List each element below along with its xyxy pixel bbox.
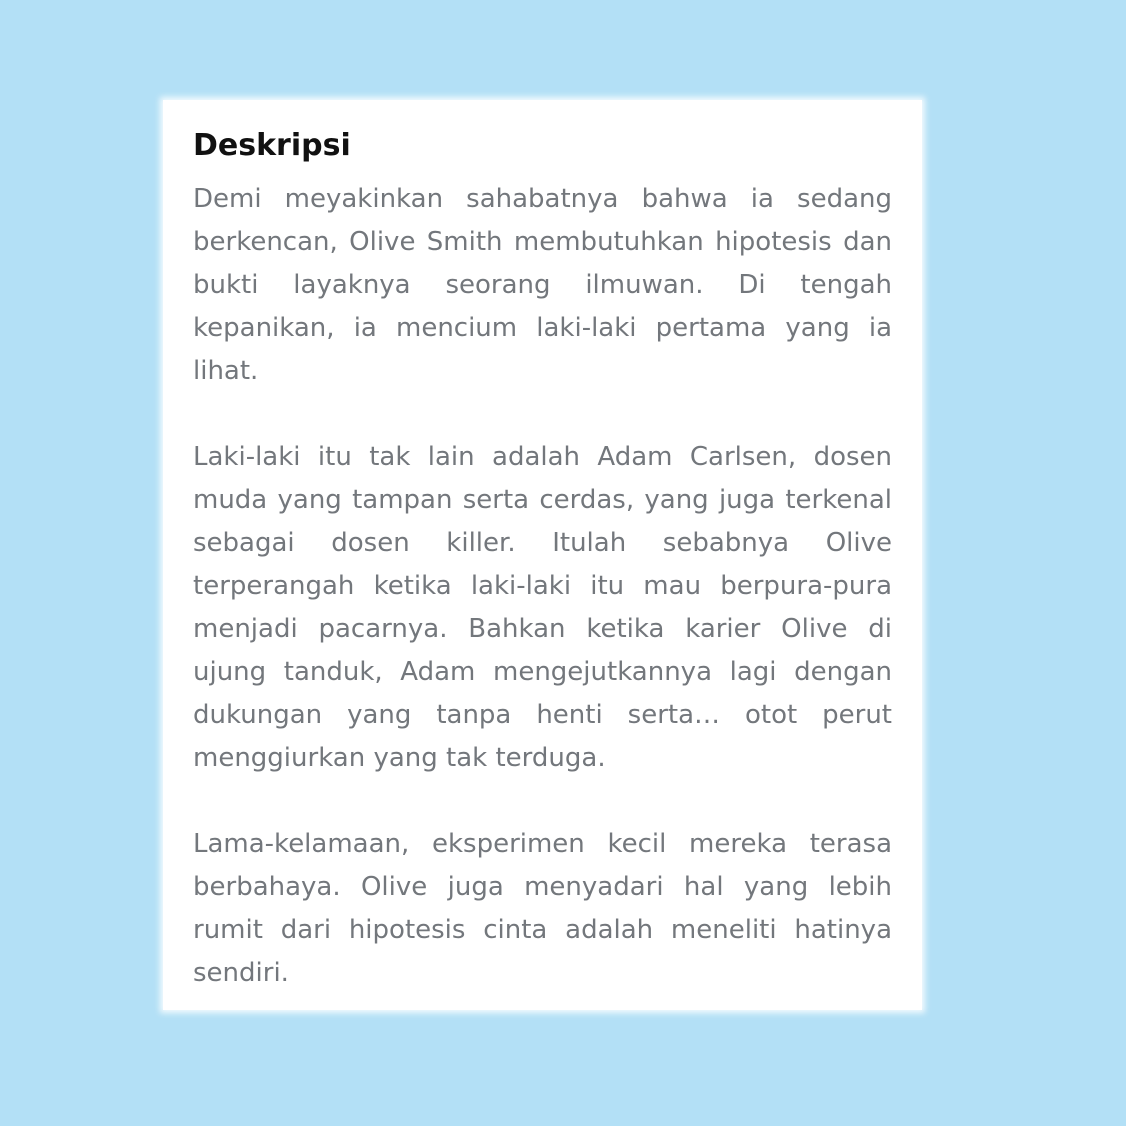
description-paragraph-1: Demi meyakinkan sahabatnya bahwa ia sedang berkencan, Olive Smith membutuhkan hipotesis dan bukti layaknya seorang ilmuwan. Di tengah kepanikan, ia mencium laki-laki pertama yang ia lihat. xyxy=(193,184,892,386)
description-title: Deskripsi xyxy=(193,128,351,163)
description-paragraph-2: Laki-laki itu tak lain adalah Adam Carlsen, dosen muda yang tampan serta cerdas, yang juga terkenal sebagai dosen killer. Itulah sebabnya Olive terperangah ketika laki-laki itu mau berpura-pura menjadi pacarnya. Bahkan ketika karier Olive di ujung tanduk, Adam mengejutkannya lagi dengan dukungan yang tanpa henti serta… otot perut menggiurkan yang tak terduga. xyxy=(193,442,892,773)
description-paragraph-3: Lama-kelamaan, eksperimen kecil mereka terasa berbahaya. Olive juga menyadari hal yang lebih rumit dari hipotesis cinta adalah meneliti hatinya sendiri. xyxy=(193,829,892,988)
description-card xyxy=(163,100,922,1010)
